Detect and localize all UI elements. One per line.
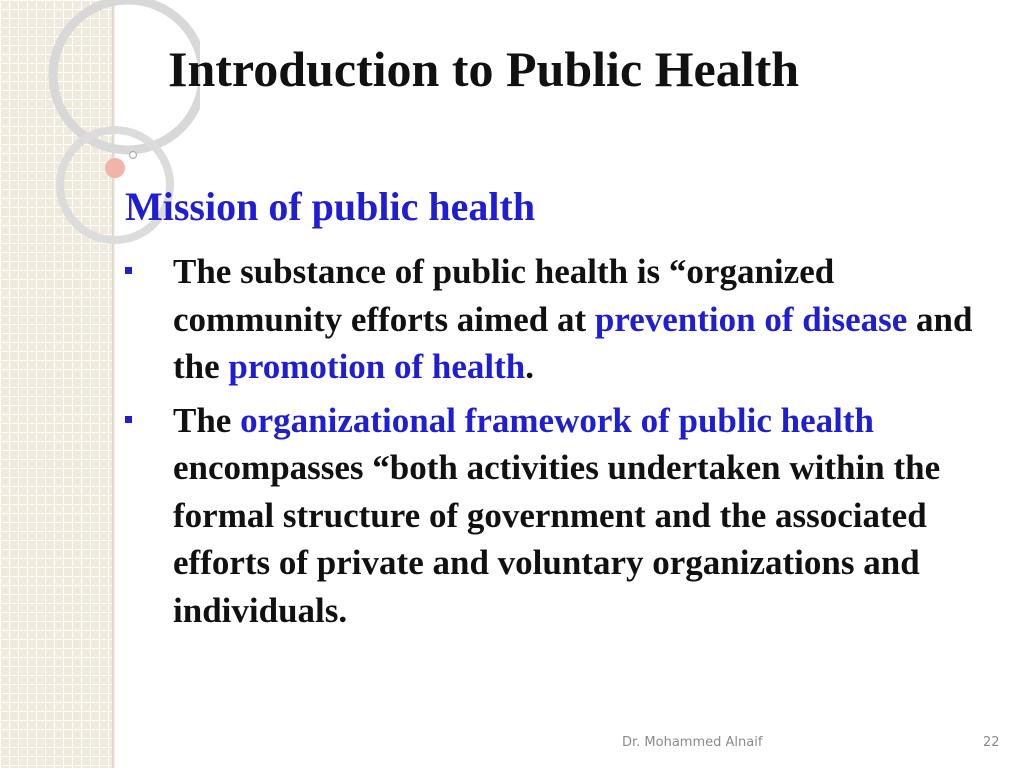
highlight-prevention: prevention of disease xyxy=(594,299,908,339)
square-bullet-icon xyxy=(125,416,132,423)
bullet-list xyxy=(120,248,1000,640)
footer-author: Dr. Mohammed Alnaif xyxy=(622,735,763,750)
page-number: 22 xyxy=(983,735,1000,750)
bullet-text: . xyxy=(525,347,535,386)
section-heading: Mission of public health xyxy=(125,184,536,229)
bullet-text: encompasses “both activities undertaken within the formal structure of government and the associated efforts of private and voluntary organizations and individuals. xyxy=(173,448,941,630)
highlight-promotion: promotion of health xyxy=(228,347,526,386)
small-ring-dot xyxy=(130,152,137,159)
square-bullet-icon xyxy=(125,267,132,274)
bullet-text: The xyxy=(173,400,241,440)
slide-title: Introduction to Public Health xyxy=(168,41,800,97)
bullet-item-framework xyxy=(120,397,1000,635)
accent-dot xyxy=(105,158,125,178)
bullet-text: and the xyxy=(173,299,973,386)
bullet-text: The substance of public health is “organized community efforts aimed at xyxy=(173,252,835,339)
bullet-item-substance xyxy=(120,248,1000,391)
highlight-framework: organizational framework of public health xyxy=(240,400,874,440)
